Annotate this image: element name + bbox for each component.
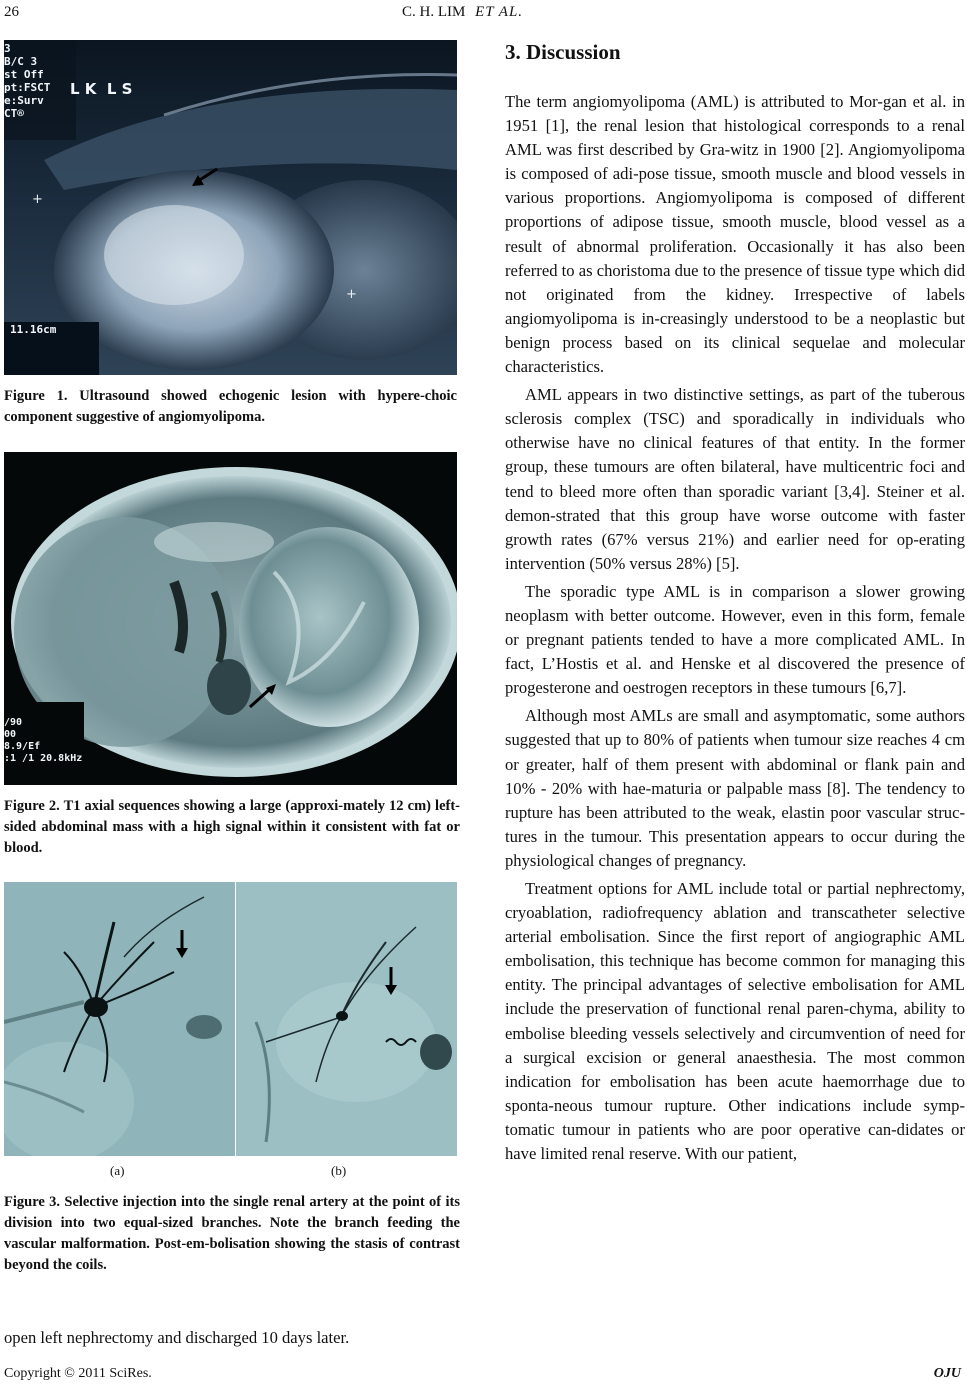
running-title-authors: C. H. LIM	[402, 4, 466, 20]
svg-text:+: +	[346, 287, 357, 302]
overlay-line: e:Surv	[4, 94, 44, 107]
running-title	[402, 4, 523, 21]
figure-3b-angiogram	[236, 882, 457, 1156]
paragraph: The term angiomyolipoma (AML) is attributed to Mor-gan et al. in 1951 [1], the renal lesion that histological corresponds to a renal AML was first described by Gra-witz in 1900 [2]. Angiomyolipoma is composed of adi-pose tissue, smooth muscle and blood vessels in various proportions. Angiomyolipoma is composed of different proportions of adipose tissue, smooth muscle, blood vessel as a result of abnormal proliferation. Occasionally it has also been referred to as choristoma due to the presence of tissue type which did not originated from the kidney. Irrespective of labels angiomyolipoma is in-creasingly understood to be a neoplastic but benign process based on its clinical sequelae and molecular characteristics.	[505, 92, 965, 377]
running-title-etal: ET AL.	[475, 4, 524, 20]
figure-2-caption: Figure 2. T1 axial sequences showing a large (approxi-mately 12 cm) left-sided abdominal mass with a high signal within it consistent with fat or blood.	[4, 798, 460, 856]
footer-journal: OJU	[933, 1366, 961, 1381]
figure-3-caption: Figure 3. Selective injection into the single renal artery at the point of its division into two equal-sized branches. Note the branch feeding the vascular malformation. Post-em-bolisation showing the stasis of contrast beyond the coils.	[4, 1194, 460, 1273]
ultrasound-overlay-text	[4, 42, 50, 120]
overlay-line: 8.9/Ef	[4, 741, 41, 752]
left-column-text: open left nephrectomy and discharged 10 days later.	[4, 1328, 350, 1347]
paragraph: The sporadic type AML is in comparison a slower growing neoplasm with better outcome. However, even in this form, female or pregnant patients tended to have a more complicated AML. In fact, L’Hostis et al. and Henske et al discovered the presence of progesterone and oestrogen receptors in these tumours [6,7].	[505, 581, 965, 698]
page-number: 26	[4, 4, 19, 20]
overlay-line: 00	[4, 729, 17, 740]
figure-1-ultrasound	[4, 40, 457, 375]
section-heading: 3. Discussion	[505, 40, 621, 64]
overlay-line: :1 /1 20.8kHz	[4, 753, 83, 764]
overlay-line: st Off	[4, 68, 44, 81]
paragraph: Treatment options for AML include total or partial nephrectomy, cryoablation, radiofrequency ablation and transcatheter selective arterial embolisation. Since the first report of angiographic AML embolisation, this technique has become common for managing this entity. The principal advantages of selective embolisation for AML include the preservation of functional renal paren-chyma, ability to embolise bleeding vessels selectively and circumvention of need for a surgical excision or general anaesthesia. The most common indication for embolisation has been acute haemorrhage due to sponta-neous tumour rupture. Other indications include symp-tomatic tumour in patients who are poor operative can-didates or have limited renal reserve. With our patient,	[505, 879, 965, 1164]
ultrasound-measurement: 11.16cm	[10, 323, 57, 336]
paragraph: AML appears in two distinctive settings, as part of the tuberous sclerosis complex (TSC) and sporadically in individuals who otherwise have no clinical features of that entity. In the former group, these tumours are often bilateral, have multicentric foci and tend to bleed more often than sporadic variant [3,4]. Steiner et al. demon-strated that this group have worse outcome with faster growth rates (67% versus 21%) and earlier need for op-erating intervention (50% versus 28%) [5].	[505, 385, 965, 573]
ultrasound-side-label: L K L S	[70, 80, 133, 98]
overlay-line: pt:FSCT	[4, 81, 51, 94]
figure-1-caption: Figure 1. Ultrasound showed echogenic lesion with hypere-choic component suggestive of angiomyolipoma.	[4, 388, 457, 425]
overlay-line: 3	[4, 42, 11, 55]
figure-3b-label: (b)	[331, 1163, 347, 1178]
figure-3a-angiogram	[4, 882, 235, 1156]
overlay-line: /90	[4, 717, 23, 728]
discussion-body	[505, 90, 965, 1166]
overlay-line: B/C 3	[4, 55, 38, 68]
overlay-line: CT®	[4, 107, 24, 120]
footer-copyright: Copyright © 2011 SciRes.	[4, 1366, 152, 1381]
figure-3a-label: (a)	[110, 1163, 125, 1178]
svg-text:+: +	[32, 192, 43, 207]
paragraph: Although most AMLs are small and asymptomatic, some authors suggested that up to 80% of patients when tumour size reaches 4 cm or greater, half of them present with abdominal or flank pain and 10% - 20% with hae-maturia or palpable mass [8]. The tendency to rupture has been attributed to the weak, elastin poor vascular struc-tures in the tumour. This presentation appears to occur during the physiological changes of pregnancy.	[505, 706, 965, 870]
mri-overlay-text	[4, 717, 82, 765]
figure-2-mri	[4, 452, 457, 785]
